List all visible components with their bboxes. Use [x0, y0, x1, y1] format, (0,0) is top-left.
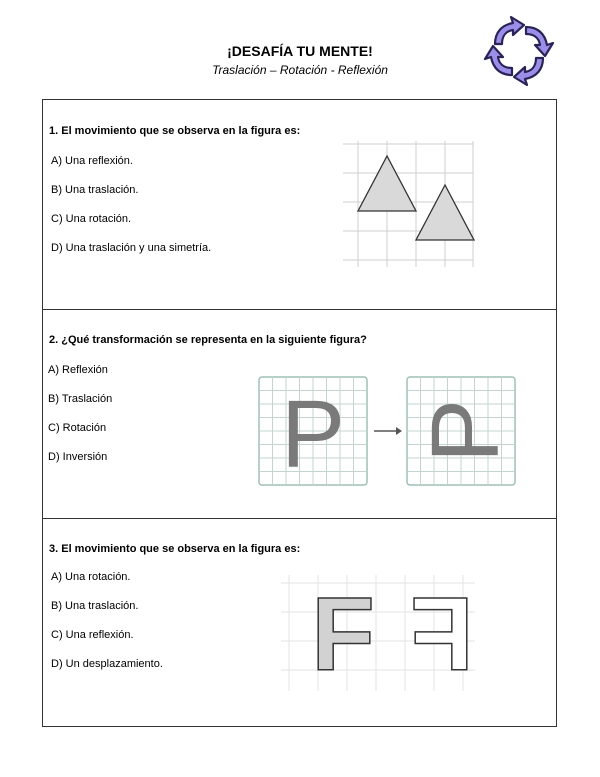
question-3-option-b[interactable]: B) Una traslación.	[51, 600, 139, 612]
question-2-text: 2. ¿Qué transformación se representa en la siguiente figura?	[49, 334, 367, 346]
question-1-option-c[interactable]: C) Una rotación.	[51, 213, 132, 225]
right-grid	[407, 377, 519, 485]
question-2	[43, 310, 556, 519]
translated-triangle	[416, 185, 474, 240]
question-3-option-a[interactable]: A) Una rotación.	[51, 571, 131, 583]
question-1-option-d[interactable]: D) Una traslación y una simetría.	[51, 242, 212, 254]
page-title: ¡DESAFÍA TU MENTE!	[227, 43, 373, 59]
left-grid	[259, 377, 367, 488]
question-3-option-c[interactable]: C) Una reflexión.	[51, 629, 134, 641]
question-3-text: 3. El movimiento que se observa en la figura es:	[49, 543, 301, 555]
letter-p-rotated: P	[411, 398, 519, 464]
question-2-option-c[interactable]: C) Rotación	[48, 422, 107, 434]
arrow-right-icon	[374, 427, 402, 435]
question-3-option-d[interactable]: D) Un desplazamiento.	[51, 658, 163, 670]
letter-f-reflected: F	[410, 577, 474, 693]
question-1-option-b[interactable]: B) Una traslación.	[51, 184, 139, 196]
letter-f-original: F	[311, 577, 375, 693]
letter-p-original: P	[280, 380, 346, 488]
question-1-option-a[interactable]: A) Una reflexión.	[51, 155, 133, 167]
page-subtitle: Traslación – Rotación - Reflexión	[212, 63, 388, 77]
question-2-option-a[interactable]: A) Reflexión	[48, 364, 108, 376]
question-3	[43, 519, 556, 726]
question-1	[43, 100, 556, 310]
letter-f-figure	[281, 575, 477, 693]
questions-frame	[42, 99, 557, 727]
letter-p-figure	[257, 375, 519, 487]
question-1-text: 1. El movimiento que se observa en la figura es:	[49, 125, 301, 137]
question-2-option-d[interactable]: D) Inversión	[48, 451, 108, 463]
triangles-grid-figure	[343, 141, 477, 269]
rotate-arrows-icon	[482, 14, 556, 88]
original-triangle	[358, 156, 416, 211]
question-2-option-b[interactable]: B) Traslación	[48, 393, 113, 405]
